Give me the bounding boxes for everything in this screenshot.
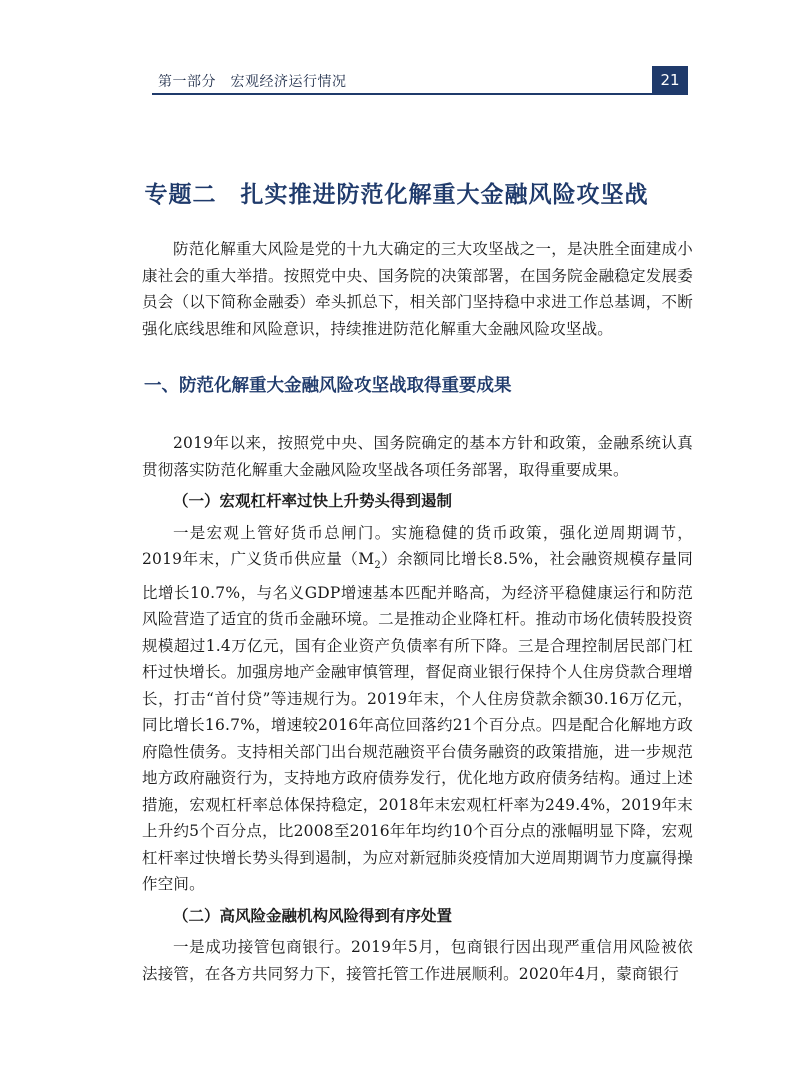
header-rule bbox=[152, 93, 688, 95]
page-header bbox=[152, 66, 688, 96]
subsection-heading-2: （二）高风险金融机构风险得到有序处置 bbox=[173, 906, 453, 925]
m2-subscript: 2 bbox=[374, 560, 381, 572]
page-number-badge: 21 bbox=[652, 66, 688, 94]
subsection-heading-1: （一）宏观杠杆率过快上升势头得到遏制 bbox=[173, 492, 453, 510]
paragraph-text-part-a: 一是宏观上管好货币总闸门。实施稳健的货币政策，强化逆周期调节，2019年末，广义货币供应量（M bbox=[142, 523, 693, 568]
page-title: 专题二 扎实推进防范化解重大金融风险攻坚战 bbox=[144, 182, 649, 208]
section-heading-1: 一、防范化解重大金融风险攻坚战取得重要成果 bbox=[144, 376, 512, 396]
subsection-1-paragraph bbox=[142, 520, 693, 898]
article-body bbox=[142, 236, 693, 987]
intro-paragraph: 防范化解重大风险是党的十九大确定的三大攻坚战之一，是决胜全面建成小康社会的重大举措。按照党中央、国务院的决策部署，在国务院金融稳定发展委员会（以下简称金融委）牵头抓总下，相关部门坚持稳中求进工作总基调，不断强化底线思维和风险意识，持续推进防范化解重大金融风险攻坚战。 bbox=[142, 240, 693, 338]
paragraph-text-part-b: ）余额同比增长8.5%，社会融资规模存量同比增长10.7%，与名义GDP增速基本匹配并略高，为经济平稳健康运行和防范风险营造了适宜的货币金融环境。二是推动企业降杠杆。推动市场化债转股投资规模超过1.4万亿元，国有企业资产负债率有所下降。三是合理控制居民部门杠杆过快增长。加强房地产金融审慎管理，督促商业银行保持个人住房贷款合理增长，打击“首付贷”等违规行为。2019年末，个人住房贷款余额30.16万亿元，同比增长16.7%，增速较2016年高位回落约21个百分点。四是配合化解地方政府隐性债务。支持相关部门出台规范融资平台债务融资的政策措施，进一步规范地方政府融资行为，支持地方政府债券发行，优化地方政府债务结构。通过上述措施，宏观杠杆率总体保持稳定，2018年末宏观杠杆率为249.4%，2019年末上升约5个百分点，比2008至2016年年均约10个百分点的涨幅明显下降，宏观杠杆率过快增长势头得到遏制，为应对新冠肺炎疫情加大逆周期调节力度赢得操作空间。 bbox=[142, 550, 693, 894]
header-section-label: 第一部分 宏观经济运行情况 bbox=[158, 74, 347, 90]
subsection-2-paragraph: 一是成功接管包商银行。2019年5月，包商银行因出现严重信用风险被依法接管，在各方共同努力下，接管托管工作进展顺利。2020年4月，蒙商银行 bbox=[142, 938, 693, 983]
section-intro-paragraph: 2019年以来，按照党中央、国务院确定的基本方针和政策，金融系统认真贯彻落实防范化解重大金融风险攻坚战各项任务部署，取得重要成果。 bbox=[142, 434, 693, 479]
